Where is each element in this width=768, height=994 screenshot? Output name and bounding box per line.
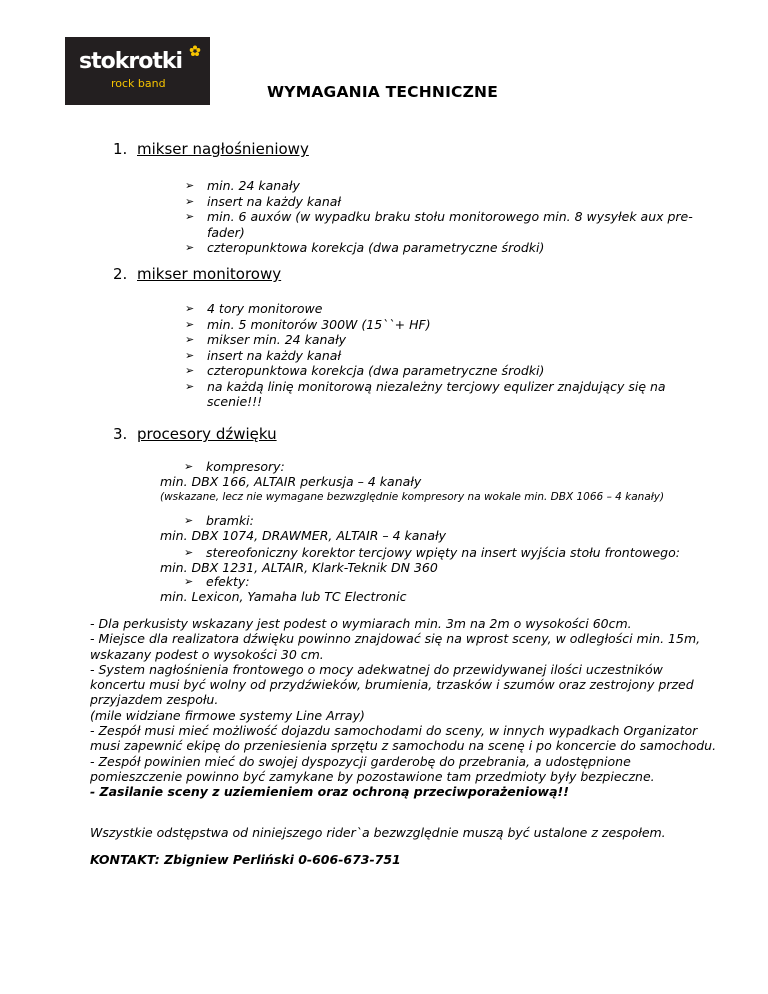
arrow-bullet-icon: ➢	[185, 302, 195, 315]
note-line: (mile widziane firmowe systemy Line Array)	[90, 707, 365, 723]
section-title: procesory dźwięku	[137, 425, 277, 443]
list-mixer-monitor	[185, 301, 705, 410]
processor-detail: min. Lexicon, Yamaha lub TC Electronic	[160, 589, 407, 604]
list-item: ➢ na każdą linię monitorową niezależny tercjowy equlizer znajdujący się na scenie!!!	[185, 378, 666, 409]
section-heading-mixer-foh	[113, 140, 309, 158]
footer-note: Wszystkie odstępstwa od niniejszego rider`a bezwzględnie muszą być ustalone z zespołem.	[90, 825, 666, 840]
note-line: - Miejsce dla realizatora dźwięku powinno znajdować się na wprost sceny, w odległości min. 15m, wskazany podest o wysokości 30 cm.	[90, 631, 701, 662]
processor-group-eq	[160, 545, 720, 575]
list-item: ➢ 4 tory monitorowe	[185, 301, 323, 316]
processor-label: ➢ kompresory:	[184, 459, 285, 474]
section-number: 1.	[113, 140, 128, 158]
list-mixer-foh	[185, 178, 705, 256]
arrow-bullet-icon: ➢	[184, 514, 194, 527]
processor-group-gates	[160, 513, 720, 543]
note-line: - Zespół powinien mieć do swojej dyspozycji garderobę do przebrania, a udostępnione pomieszczenie powinno być zamykane by pozostawione tam przedmioty były bezpieczne.	[90, 753, 655, 784]
note-line: - Zespół musi mieć możliwość dojazdu samochodami do sceny, w innych wypadkach Organizator musi zapewnić ekipę do przeniesienia sprzętu z samochodu na scenę i po koncercie do samochodu.	[90, 723, 717, 754]
arrow-bullet-icon: ➢	[185, 379, 195, 393]
list-item: ➢ czteropunktowa korekcja (dwa parametryczne środki)	[185, 240, 545, 255]
list-item: ➢ mikser min. 24 kanały	[185, 332, 347, 347]
section-heading-processors	[113, 425, 277, 443]
processor-detail: min. DBX 1231, ALTAIR, Klark-Teknik DN 360	[160, 560, 438, 575]
arrow-bullet-icon: ➢	[185, 241, 195, 254]
processor-label: ➢ bramki:	[184, 513, 254, 528]
note-line: - Dla perkusisty wskazany jest podest o wymiarach min. 3m na 2m o wysokości 60cm.	[90, 616, 632, 631]
arrow-bullet-icon: ➢	[184, 460, 194, 473]
arrow-bullet-icon: ➢	[185, 194, 195, 208]
section-number: 3.	[113, 425, 128, 443]
arrow-bullet-icon: ➢	[184, 575, 194, 588]
processor-detail: min. DBX 166, ALTAIR perkusja – 4 kanały	[160, 474, 422, 489]
arrow-bullet-icon: ➢	[185, 364, 195, 377]
list-item: ➢ czteropunktowa korekcja (dwa parametryczne środki)	[185, 363, 545, 378]
list-item: ➢ min. 6 auxów (w wypadku braku stołu monitorowego min. 8 wysyłek aux pre-fader)	[185, 209, 693, 240]
power-note: - Zasilanie sceny z uziemieniem oraz ochroną przeciwporażeniową!!	[90, 784, 569, 800]
arrow-bullet-icon: ➢	[185, 210, 195, 223]
processor-group-effects	[160, 574, 720, 604]
band-logo	[65, 37, 210, 105]
list-item: ➢ min. 24 kanały	[185, 178, 300, 193]
arrow-bullet-icon: ➢	[185, 348, 195, 362]
processor-group-compressors	[160, 459, 720, 504]
list-item: ➢ min. 5 monitorów 300W (15``+ HF)	[185, 316, 431, 332]
note-line: - System nagłośnienia frontowego o mocy adekwatnej do przewidywanej ilości uczestników koncertu musi być wolny od przydźwieków, brumienia, trzasków i szumów oraz zestrojony przed przyjazdem zespołu.	[90, 661, 694, 708]
list-item: ➢ insert na każdy kanał	[185, 347, 342, 363]
arrow-bullet-icon: ➢	[184, 546, 194, 559]
logo-name: stokrotki	[79, 49, 183, 74]
page-title: WYMAGANIA TECHNICZNE	[267, 83, 499, 101]
arrow-bullet-icon: ➢	[185, 179, 195, 192]
processor-note: (wskazane, lecz nie wymagane bezwzględnie kompresory na wokale min. DBX 1066 – 4 kanały)	[160, 491, 665, 503]
contact-line: KONTAKT: Zbigniew Perliński 0-606-673-751	[90, 852, 401, 867]
list-item: ➢ insert na każdy kanał	[185, 193, 342, 209]
processor-label: ➢ stereofoniczny korektor tercjowy wpięty na insert wyjścia stołu frontowego:	[184, 545, 680, 560]
arrow-bullet-icon: ➢	[185, 333, 195, 346]
logo-tagline: rock band	[111, 77, 166, 90]
flower-icon	[189, 45, 201, 57]
processor-label: ➢ efekty:	[184, 574, 250, 589]
section-heading-mixer-monitor	[113, 265, 281, 283]
section-title: mikser nagłośnieniowy	[137, 140, 309, 158]
requirements-notes	[90, 616, 720, 800]
section-number: 2.	[113, 265, 128, 283]
arrow-bullet-icon: ➢	[185, 317, 195, 331]
section-title: mikser monitorowy	[137, 265, 282, 283]
processor-detail: min. DBX 1074, DRAWMER, ALTAIR – 4 kanały	[160, 528, 446, 543]
